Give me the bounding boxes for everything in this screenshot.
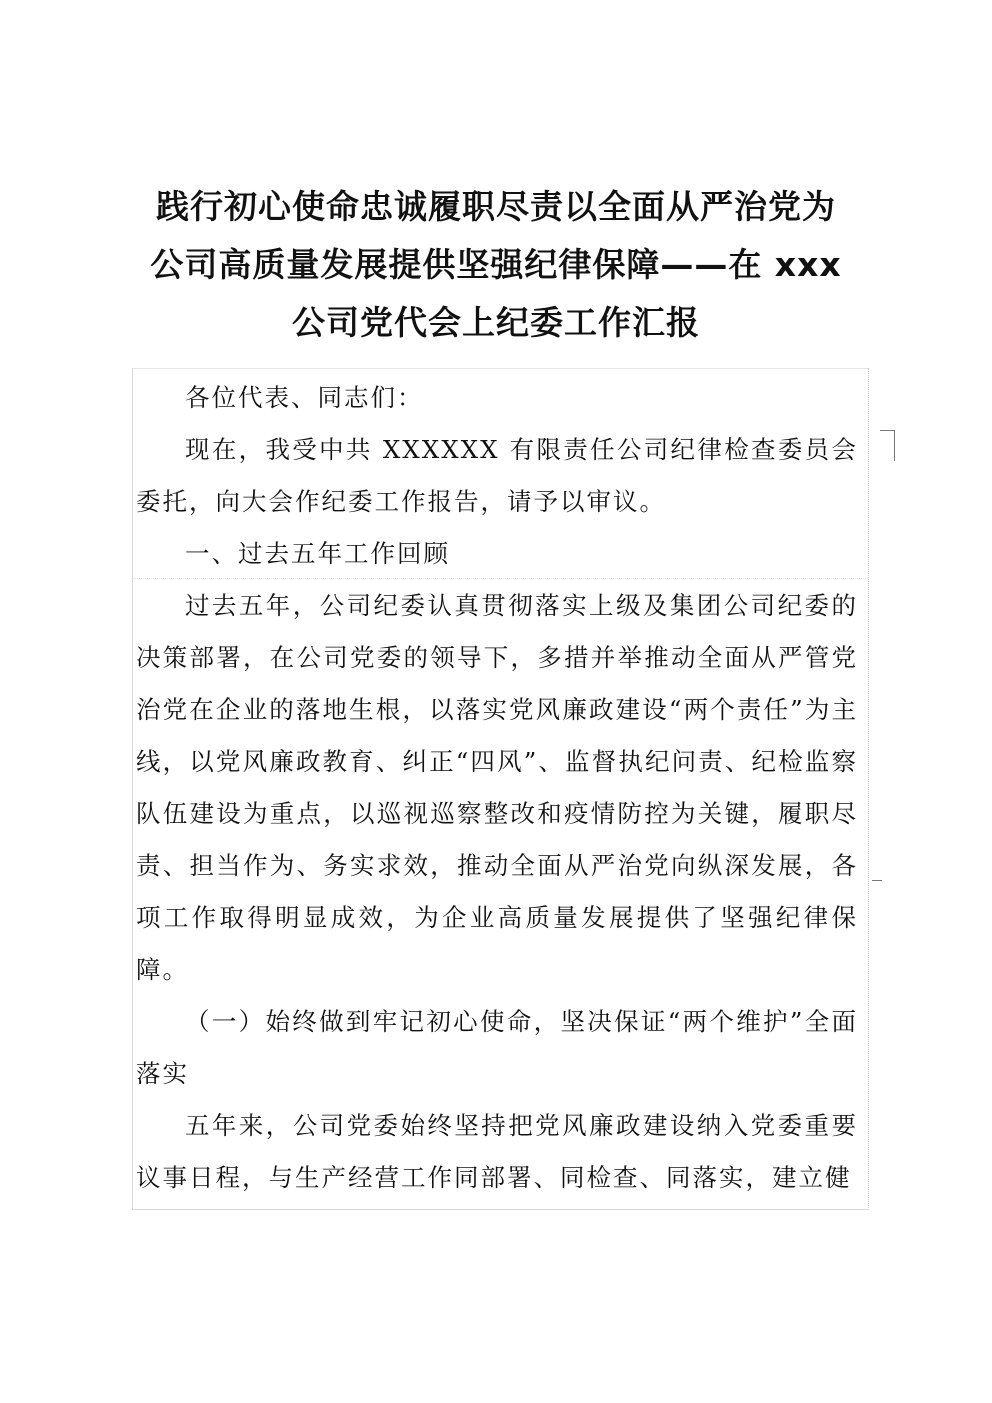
document-body xyxy=(136,372,858,1204)
greeting-paragraph: 各位代表、同志们： xyxy=(185,383,424,412)
frame-right-edge xyxy=(868,368,869,1208)
subsection-heading: （一）始终做到牢记初心使命，坚决保证“两个维护”全面落实 xyxy=(136,1007,858,1088)
section-heading: 一、过去五年工作回顾 xyxy=(185,539,450,568)
document-title xyxy=(110,178,882,352)
intro-paragraph: 现在，我受中共 XXXXXX 有限责任公司纪律检查委员会委托，向大会作纪委工作报告，请予以审议。 xyxy=(136,435,858,516)
title-line-1: 践行初心使命忠诚履职尽责以全面从严治党为 xyxy=(156,187,836,226)
title-line-2: 公司高质量发展提供坚强纪律保障——在 xxx xyxy=(150,245,842,284)
review-paragraph: 过去五年，公司纪委认真贯彻落实上级及集团公司纪委的决策部署，在公司党委的领导下，多措并举推动全面从严管党治党在企业的落地生根，以落实党风廉政建设“两个责任”为主线，以党风廉政教育、纠正“四风”、监督执纪问责、纪检监察队伍建设为重点，以巡视巡察整改和疫情防控为关键，履职尽责、担当作为、务实求效，推动全面从严治党向纵深发展，各项工作取得明显成效，为企业高质量发展提供了坚强纪律保障。 xyxy=(136,591,858,984)
body-paragraph: 五年来，公司党委始终坚持把党风廉政建设纳入党委重要议事日程，与生产经营工作同部署、同检查、同落实，建立健 xyxy=(136,1111,858,1192)
crop-mark xyxy=(880,430,895,461)
crop-mark xyxy=(872,880,882,881)
title-line-3: 公司党代会上纪委工作汇报 xyxy=(292,303,700,342)
